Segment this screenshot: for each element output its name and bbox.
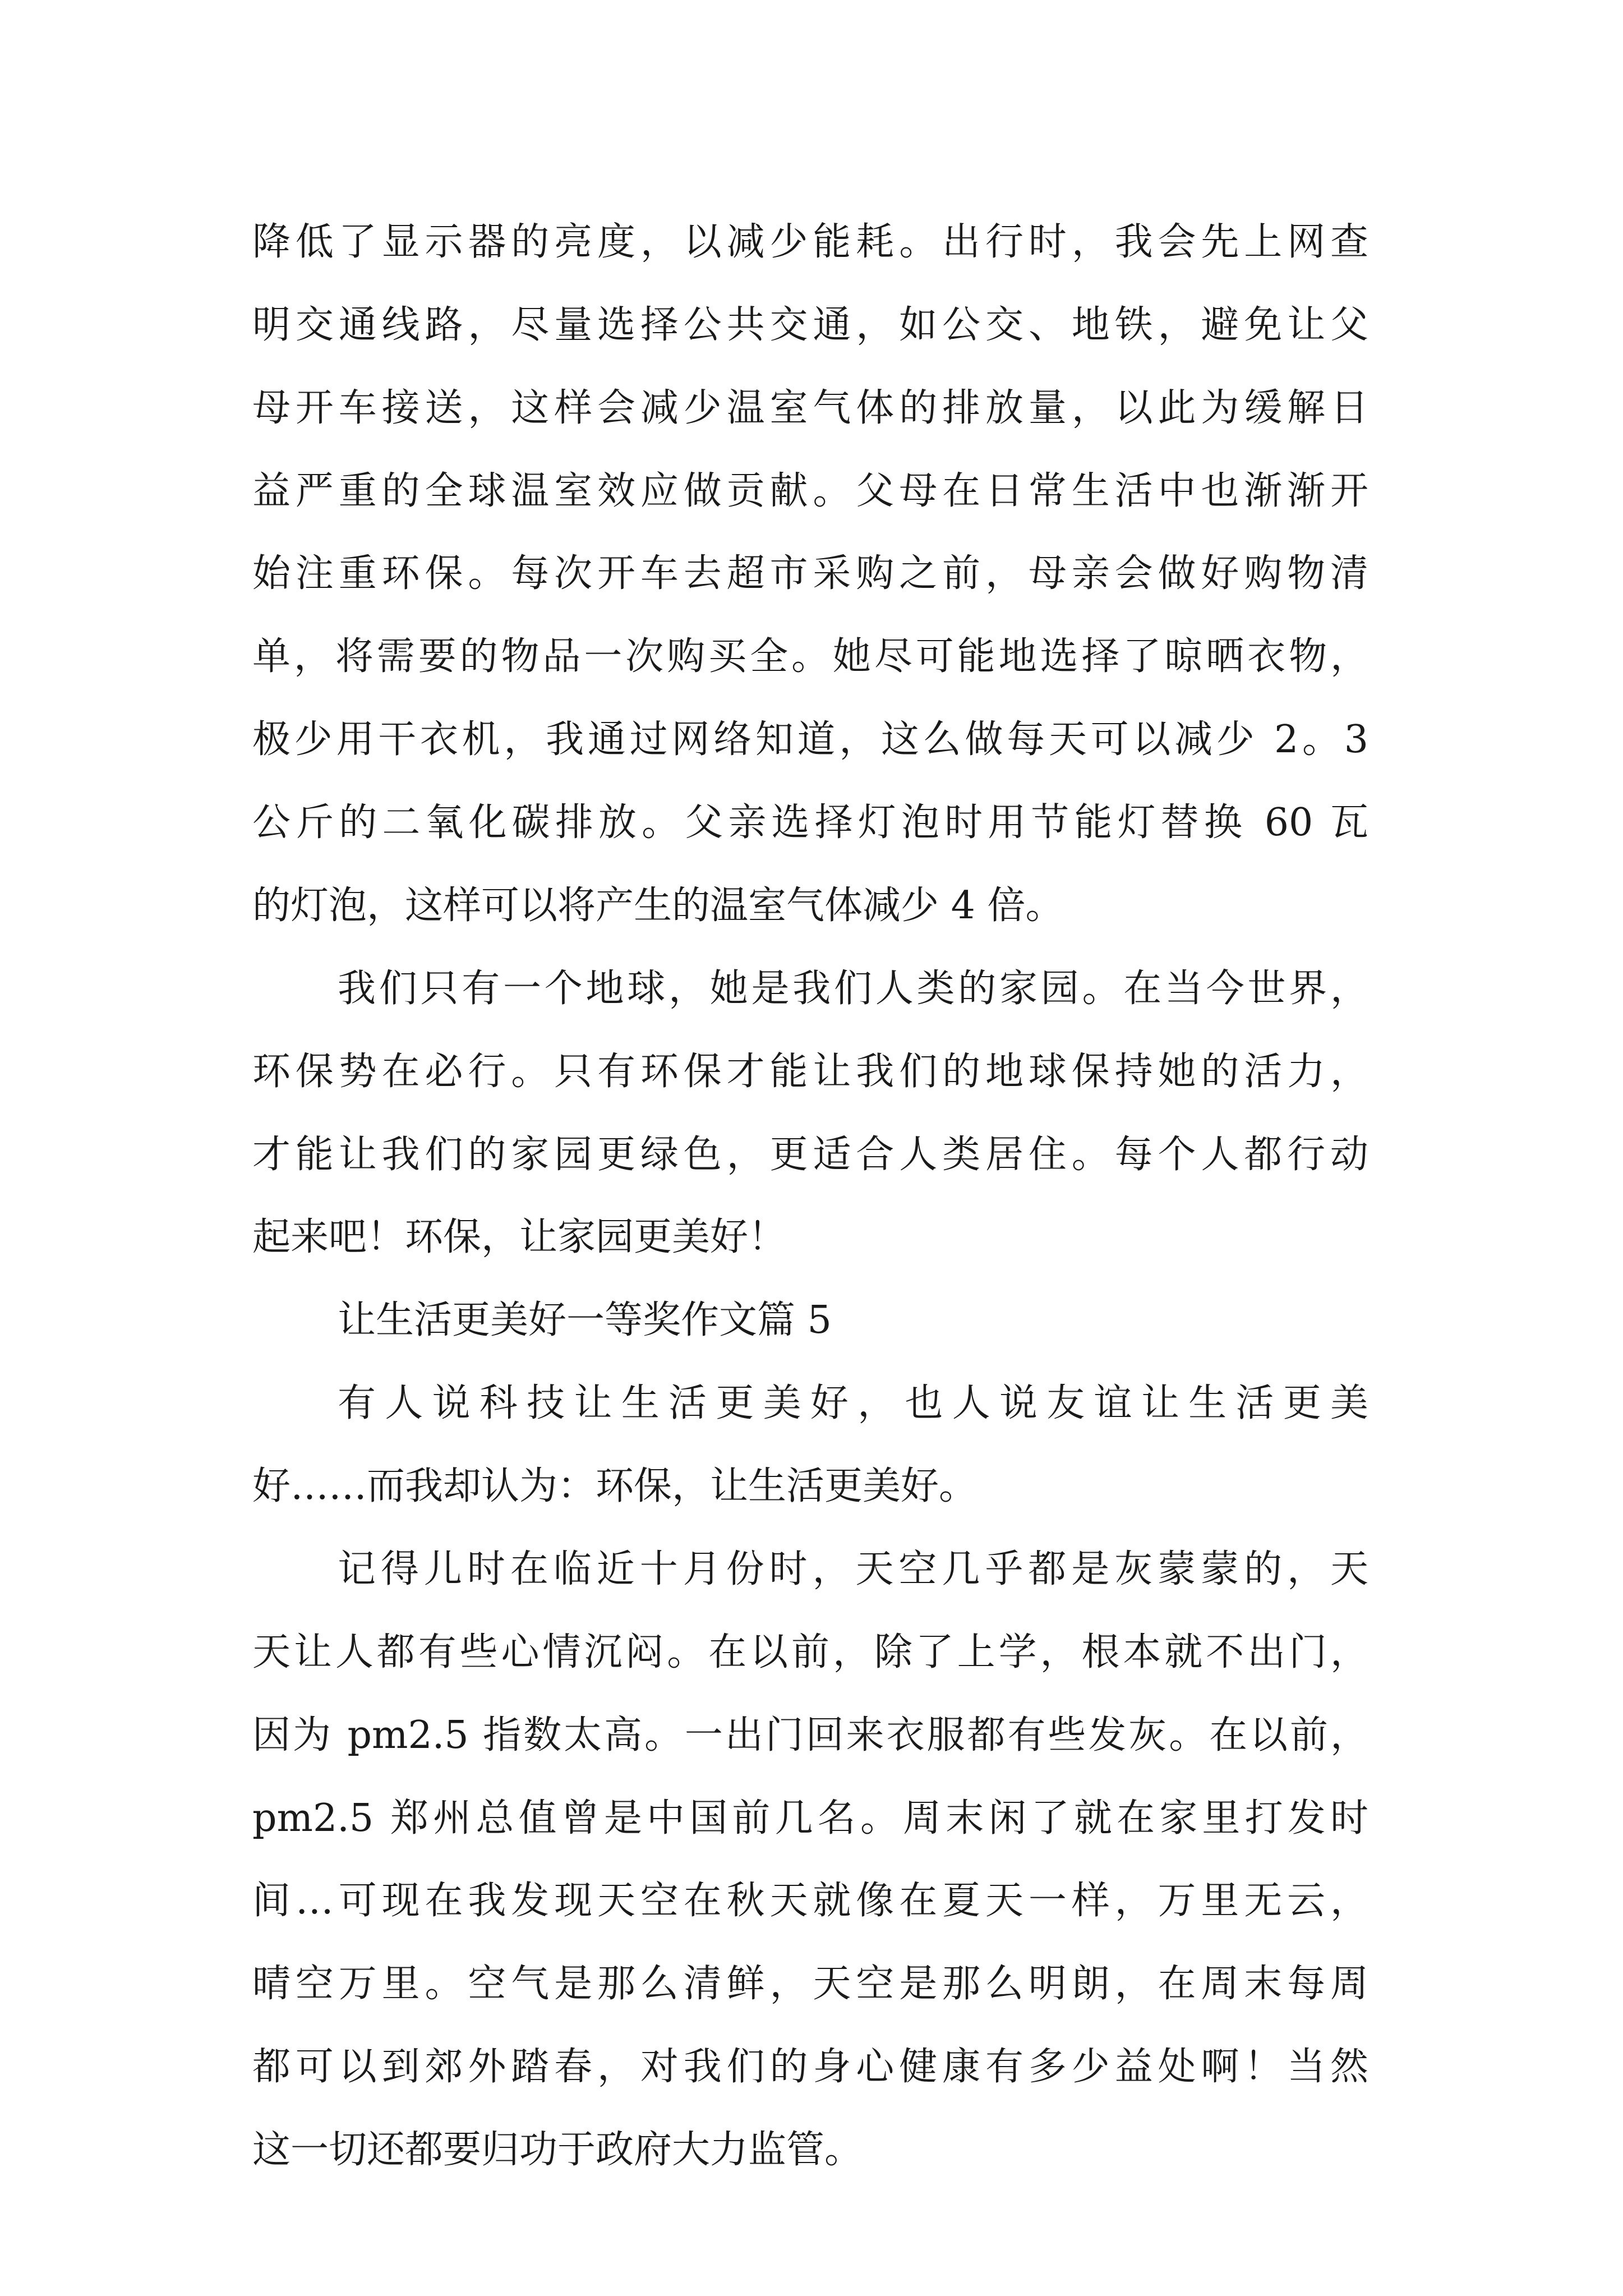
text-line: 始注重环保。每次开车去超市采购之前，母亲会做好购物清 — [252, 551, 1368, 596]
text-line: 公斤的二氧化碳排放。父亲选择灯泡时用节能灯替换 60 瓦 — [252, 800, 1368, 845]
text-line: 益严重的全球温室效应做贡献。父母在日常生活中也渐渐开 — [252, 469, 1368, 513]
text-line: 才能让我们的家园更绿色，更适合人类居住。每个人都行动 — [252, 1133, 1368, 1177]
text-line: 降低了显示器的亮度，以减少能耗。出行时，我会先上网查 — [252, 220, 1368, 264]
text-line: 天让人都有些心情沉闷。在以前，除了上学，根本就不出门， — [252, 1630, 1368, 1674]
text-line: 间…可现在我发现天空在秋天就像在夏天一样，万里无云， — [252, 1879, 1368, 1923]
text-line: 晴空万里。空气是那么清鲜，天空是那么明朗，在周末每周 — [252, 1962, 1368, 2006]
text-line: 的灯泡，这样可以将产生的温室气体减少 4 倍。 — [252, 884, 1064, 928]
text-line: 好……而我却认为：环保，让生活更美好。 — [252, 1464, 978, 1508]
text-line: 明交通线路，尽量选择公共交通，如公交、地铁，避免让父 — [252, 303, 1368, 347]
text-line: 单，将需要的物品一次购买全。她尽可能地选择了晾晒衣物， — [252, 634, 1368, 679]
section-heading: 让生活更美好一等奖作文篇 5 — [338, 1298, 832, 1342]
paragraph-first-line: 有人说科技让生活更美好，也人说友谊让生活更美 — [338, 1381, 1368, 1425]
text-line: 起来吧！环保，让家园更美好！ — [252, 1215, 787, 1259]
text-line: 环保势在必行。只有环保才能让我们的地球保持她的活力， — [252, 1050, 1368, 1094]
text-line: 母开车接送，这样会减少温室气体的排放量，以此为缓解日 — [252, 386, 1368, 430]
text-line: 这一切还都要归功于政府大力监管。 — [252, 2128, 863, 2172]
text-line: 极少用干衣机，我通过网络知道，这么做每天可以减少 2。3 — [252, 717, 1368, 762]
text-line: 因为 pm2.5 指数太高。一出门回来衣服都有些发灰。在以前， — [252, 1713, 1368, 1757]
paragraph-first-line: 记得儿时在临近十月份时，天空几乎都是灰蒙蒙的，天 — [338, 1547, 1368, 1591]
text-line: pm2.5 郑州总值曾是中国前几名。周末闲了就在家里打发时 — [252, 1796, 1368, 1841]
text-line: 都可以到郊外踏春，对我们的身心健康有多少益处啊！当然 — [252, 2045, 1368, 2089]
paragraph-first-line: 我们只有一个地球，她是我们人类的家园。在当今世界， — [338, 967, 1368, 1011]
